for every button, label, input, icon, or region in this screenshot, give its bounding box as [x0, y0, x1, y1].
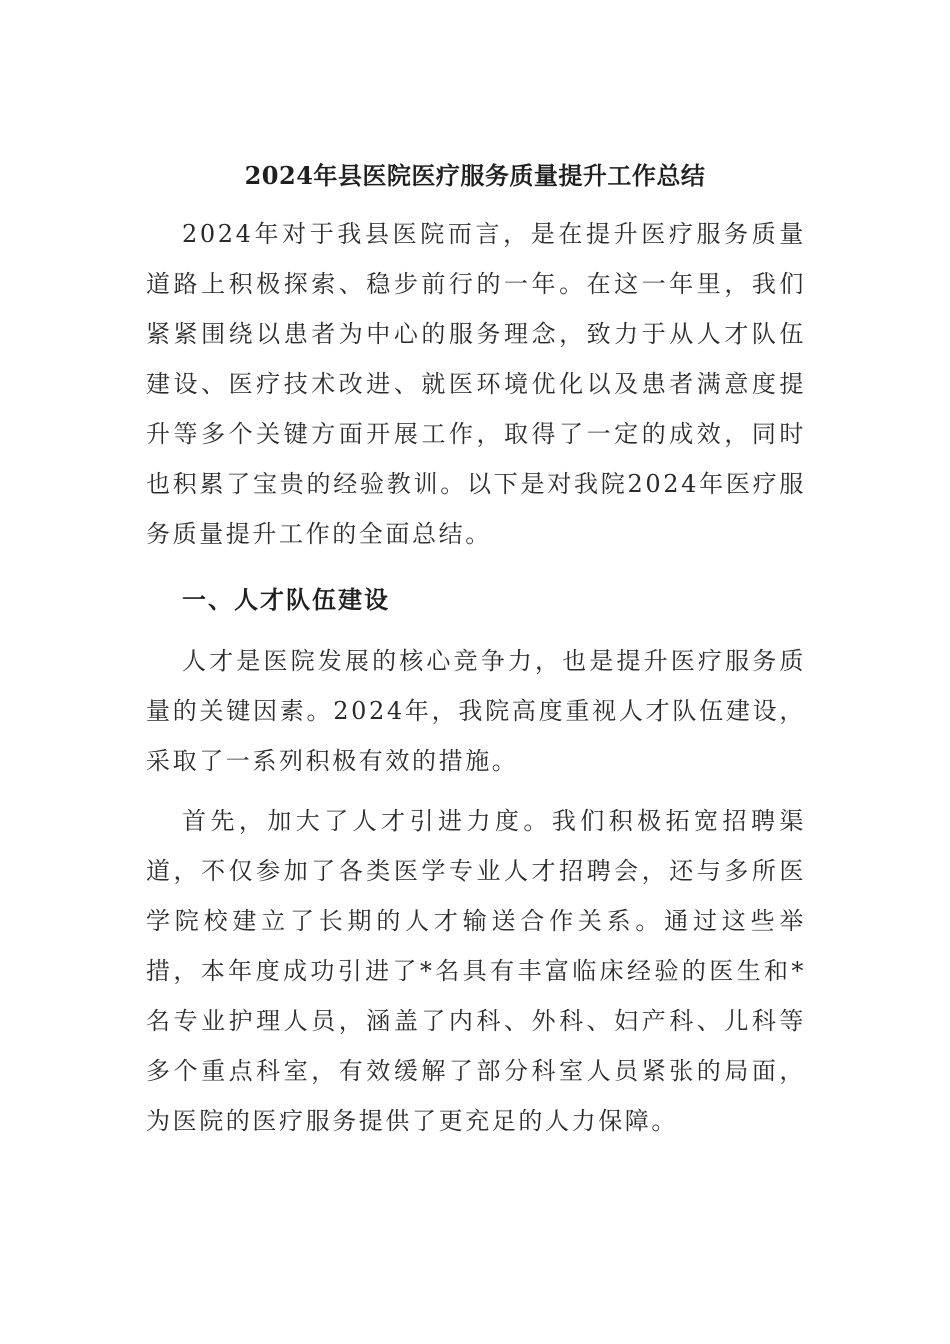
document-title: 2024年县医院医疗服务质量提升工作总结 — [244, 161, 706, 190]
section-paragraph: 人才是医院发展的核心竞争力，也是提升医疗服务质量的关键因素。2024年，我院高度重视人才队伍建设，采取了一系列积极有效的措施。 — [146, 647, 806, 775]
section-heading-talent: 一、人才队伍建设 — [182, 585, 390, 614]
intro-paragraph: 2024年对于我县医院而言，是在提升医疗服务质量道路上积极探索、稳步前行的一年。在这一年里，我们紧紧围绕以患者为中心的服务理念，致力于从人才队伍建设、医疗技术改进、就医环境优化以及患者满意度提升等多个关键方面开展工作，取得了一定的成效，同时也积累了宝贵的经验教训。以下是对我院2024年医疗服务质量提升工作的全面总结。 — [146, 220, 806, 548]
section-paragraph: 首先，加大了人才引进力度。我们积极拓宽招聘渠道，不仅参加了各类医学专业人才招聘会，还与多所医学院校建立了长期的人才输送合作关系。通过这些举措，本年度成功引进了*名具有丰富临床经验的医生和*名专业护理人员，涵盖了内科、外科、妇产科、儿科等多个重点科室，有效缓解了部分科室人员紧张的局面，为医院的医疗服务提供了更充足的人力保障。 — [146, 807, 806, 1135]
